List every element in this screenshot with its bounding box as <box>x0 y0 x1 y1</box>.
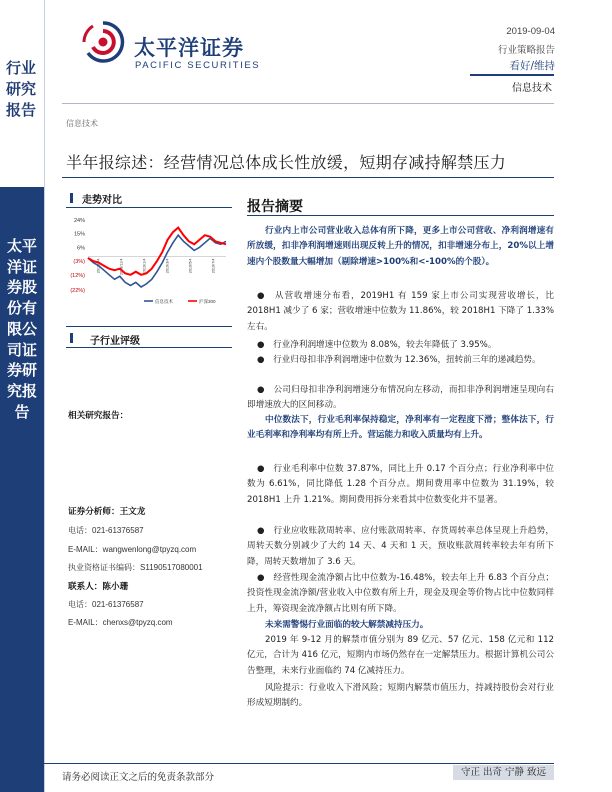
analyst-email: E-MAIL：wangwenlong@tpyzq.com <box>68 545 197 554</box>
sidebar-category-label: 行业研究报告 <box>6 59 37 119</box>
summary-paragraph: ● 行业净利润增速中位数为 8.08%，较去年降低了 3.95%。 <box>257 340 497 350</box>
analyst-phone: 电话：021-61376587 <box>68 526 144 535</box>
trend-chart <box>66 212 232 308</box>
risk-warning: 风险提示：行业收入下滑风险；短期内解禁市值压力，持减持股份会对行业形成短期制约。 <box>247 683 554 709</box>
y-tick-label: (12%) <box>70 272 85 279</box>
footer-motto: 守正 出奇 宁静 致远 <box>453 765 554 780</box>
series-line-2 <box>88 228 226 275</box>
trend-rule <box>66 207 232 208</box>
industry-rating: 看好/维持 <box>509 60 555 72</box>
analyst-license: 执业资格证书编码：S1190517080001 <box>68 563 203 572</box>
report-date: 2019-09-04 <box>506 26 555 37</box>
rating-rule-top <box>66 326 232 327</box>
trend-marker <box>70 193 73 203</box>
related-reports-title: 相关研究报告： <box>68 411 129 421</box>
x-tick-label: 2018/11/4 <box>119 258 124 276</box>
legend-label: 沪深300 <box>199 299 216 304</box>
x-tick-label: 2019/1/4 <box>142 258 147 274</box>
summary-highlight-3: 未来需警惕行业面临的较大解禁减持压力。 <box>265 620 429 630</box>
y-tick-label: (22%) <box>70 288 85 294</box>
top-rule <box>62 103 554 104</box>
x-tick-label: 2019/5/4 <box>188 258 193 274</box>
contact-phone: 电话：021-61376587 <box>68 600 144 609</box>
company-name-cn: 太平洋证券 <box>134 36 244 60</box>
y-tick-label: 15% <box>73 231 85 238</box>
contact-name: 联系人：陈小珊 <box>68 582 129 592</box>
sector-label: 信息技术 <box>512 83 552 94</box>
header-rule <box>470 74 554 76</box>
summary-paragraph: ● 从营收增速分布看，2019H1 有 159 家上市公司实现营收增长，比 2018H1 减少了 6 家；营收增速中位数为 11.86%，较 2018H1 下降了 1.33%左右。 <box>247 291 554 332</box>
title-rule <box>62 177 554 178</box>
sidebar-divider <box>44 0 45 792</box>
sector-tag: 信息技术 <box>66 119 98 128</box>
legend-label: 信息技术 <box>155 299 173 304</box>
trend-title: 走势对比 <box>82 195 122 206</box>
sidebar-company-label: 太平洋证券股份有限公司证券研究报告 <box>6 237 37 421</box>
footer-rule <box>44 763 554 764</box>
summary-highlight-1: 行业内上市公司营业收入总体有所下降，更多上市公司营收、净利润增速有所放缓，扣非净利润增速则出现反转上升的情况，扣非增速分布上，20%以上增速内个股数量大幅增加（剔除增速>100%和<-100%的个股）。 <box>247 226 554 267</box>
summary-highlight-2: 中位数法下，行业毛利率保持稳定，净利率有一定程度下滑；整体法下，行业毛利率和净利率均有所上升。营运能力和收入质量均有上升。 <box>247 415 554 441</box>
summary-paragraph: 2019 年 9-12 月的解禁市值分别为 89 亿元、57 亿元、158 亿元和 112 亿元，合计为 416 亿元，短期内市场仍然存在一定解禁压力。根据计算机公司公告整理，未来行业面临约 74 亿减持压力。 <box>247 635 554 676</box>
rating-rule <box>66 347 232 348</box>
footer-disclaimer: 请务必阅读正文之后的免责条款部分 <box>62 772 215 783</box>
x-tick-label: 2019/7/4 <box>211 258 216 274</box>
y-tick-label: 6% <box>77 245 85 252</box>
rating-marker <box>70 333 73 343</box>
summary-rule <box>247 215 554 216</box>
rating-title: 子行业评级 <box>90 336 140 347</box>
summary-paragraph: ● 行业毛利率中位数 37.87%，同比上升 0.17 个百分点；行业净利率中位数为 6.61%，同比降低 1.28 个百分点。期间费用率中位数为 31.19%，较 2018H1 上升 1.21%。期间费用拆分来看其中位数变化并不显著。 <box>247 464 554 505</box>
company-name-en: PACIFIC SECURITIES <box>135 60 261 71</box>
page-title: 半年报综述：经营情况总体成长性放缓，短期存减持解禁压力 <box>66 153 507 172</box>
contact-email: E-MAIL：chenxs@tpyzq.com <box>68 618 173 627</box>
summary-paragraph: ● 经营性现金流净额占比中位数为-16.48%，较去年上升 6.83 个百分点；投资性现金流净额/营业收入中位数有所上升，现金及现金等价物占比中位数同样上升，筹资现金流净额占比则有所下降。 <box>247 573 554 614</box>
company-logo-icon <box>81 20 125 64</box>
report-type: 行业策略报告 <box>497 45 555 56</box>
y-tick-label: (3%) <box>73 259 85 266</box>
summary-paragraph: ● 行业应收账款周转率、应付账款周转率、存货周转率总体呈现上升趋势，周转天数分别减少了大约 14 天、4 天和 1 天，预收账款周转率较去年有所下降，周转天数增加了 3.6 天。 <box>247 526 554 567</box>
y-tick-label: 24% <box>73 218 85 224</box>
x-tick-label: 2019/3/4 <box>165 258 170 274</box>
summary-paragraph: ● 行业归母扣非净利润增速中位数为 12.36%，扭转前三年的递减趋势。 <box>257 355 541 365</box>
analyst-name: 证券分析师：王文龙 <box>68 507 146 517</box>
summary-title: 报告摘要 <box>247 199 303 215</box>
summary-paragraph: ● 公司归母扣非净利润增速分布情况向左移动，而扣非净利润增速呈现向右即增速放大的区间移动。 <box>247 385 554 411</box>
x-tick-label: 2018/9/4 <box>96 258 101 274</box>
